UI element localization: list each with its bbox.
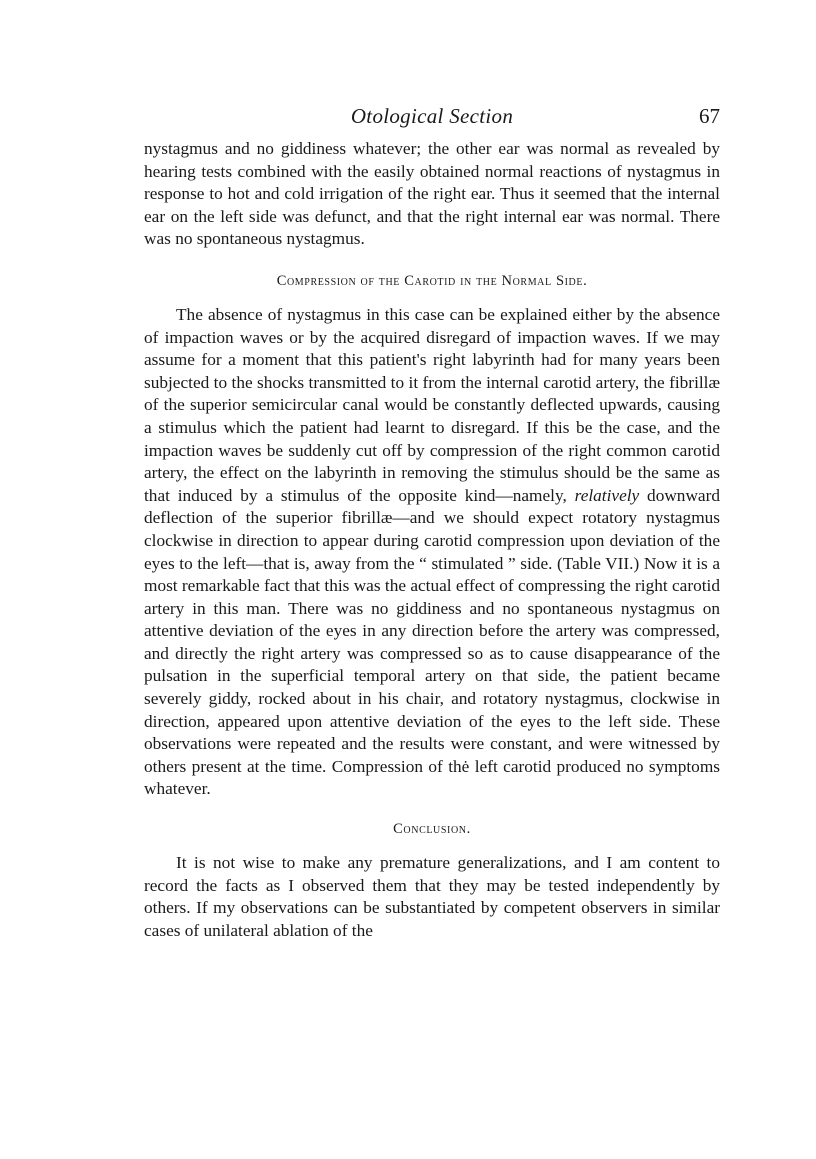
section-heading-compression: Compression of the Carotid in the Normal Side. [276,272,588,289]
emphasis-text: relatively [574,485,640,505]
running-head [144,104,720,138]
paragraph-conclusion: It is not wise to make any premature generalizations, and I am content to record the facts as I observed them that they may be tested independently by others. If my observations can be substantiated by competent observers in similar cases of unilateral ablation of the [144,853,720,940]
page-number: 67 [699,104,720,128]
paragraph-text: The absence of nystagmus in this case can be explained either by the absence of impaction waves or by the acquired disregard of impaction waves. If we may assume for a moment that this patient's right labyrinth had for many years been subjected to the shocks transmitted to it from the internal carotid artery, the fibrillæ of the superior semicircular canal would be constantly deflected upwards, causing a stimulus which the patient had learnt to disregard. If this be the case, and the impaction waves be suddenly cut off by compression of the right common carotid artery, the effect on the labyrinth in removing the stimulus should be the same as that induced by a stimulus of the opposite kind—namely, [144,304,720,505]
section-heading-conclusion: Conclusion. [393,821,471,838]
page [144,104,720,942]
paragraph-text: downward deflection of the superior fibrillæ—and we should expect rotatory nystagmus clockwise in direction to appear during carotid compression upon deviation of the eyes to the left—that is, away from the “ stimulated ” side. (Table VII.) Now it is a most remarkable fact that this was the actual effect of compressing the right carotid artery in this man. There was no giddiness and no spontaneous nystagmus on attentive deviation of the eyes in any direction before the artery was compressed, and directly the right artery was compressed so as to cause disappearance of the pulsation in the superficial temporal artery on that side, the patient became severely giddy, rocked about in his chair, and rotatory nystagmus, clockwise in direction, appeared upon attentive deviation of the eyes to the left side. These observations were repeated and the results were constant, and were witnessed by others present at the time. Compression of thė left carotid produced no symptoms whatever. [144,485,720,799]
paragraph-compression [144,304,720,801]
paragraph-continued: nystagmus and no giddiness whatever; the other ear was normal as revealed by hearing tests combined with the easily obtained normal reactions of nystagmus in response to hot and cold irrigation of the right ear. Thus it seemed that the internal ear on the left side was defunct, and that the right internal ear was normal. There was no spontaneous nystagmus. [144,139,720,249]
running-title: Otological Section [350,104,514,128]
